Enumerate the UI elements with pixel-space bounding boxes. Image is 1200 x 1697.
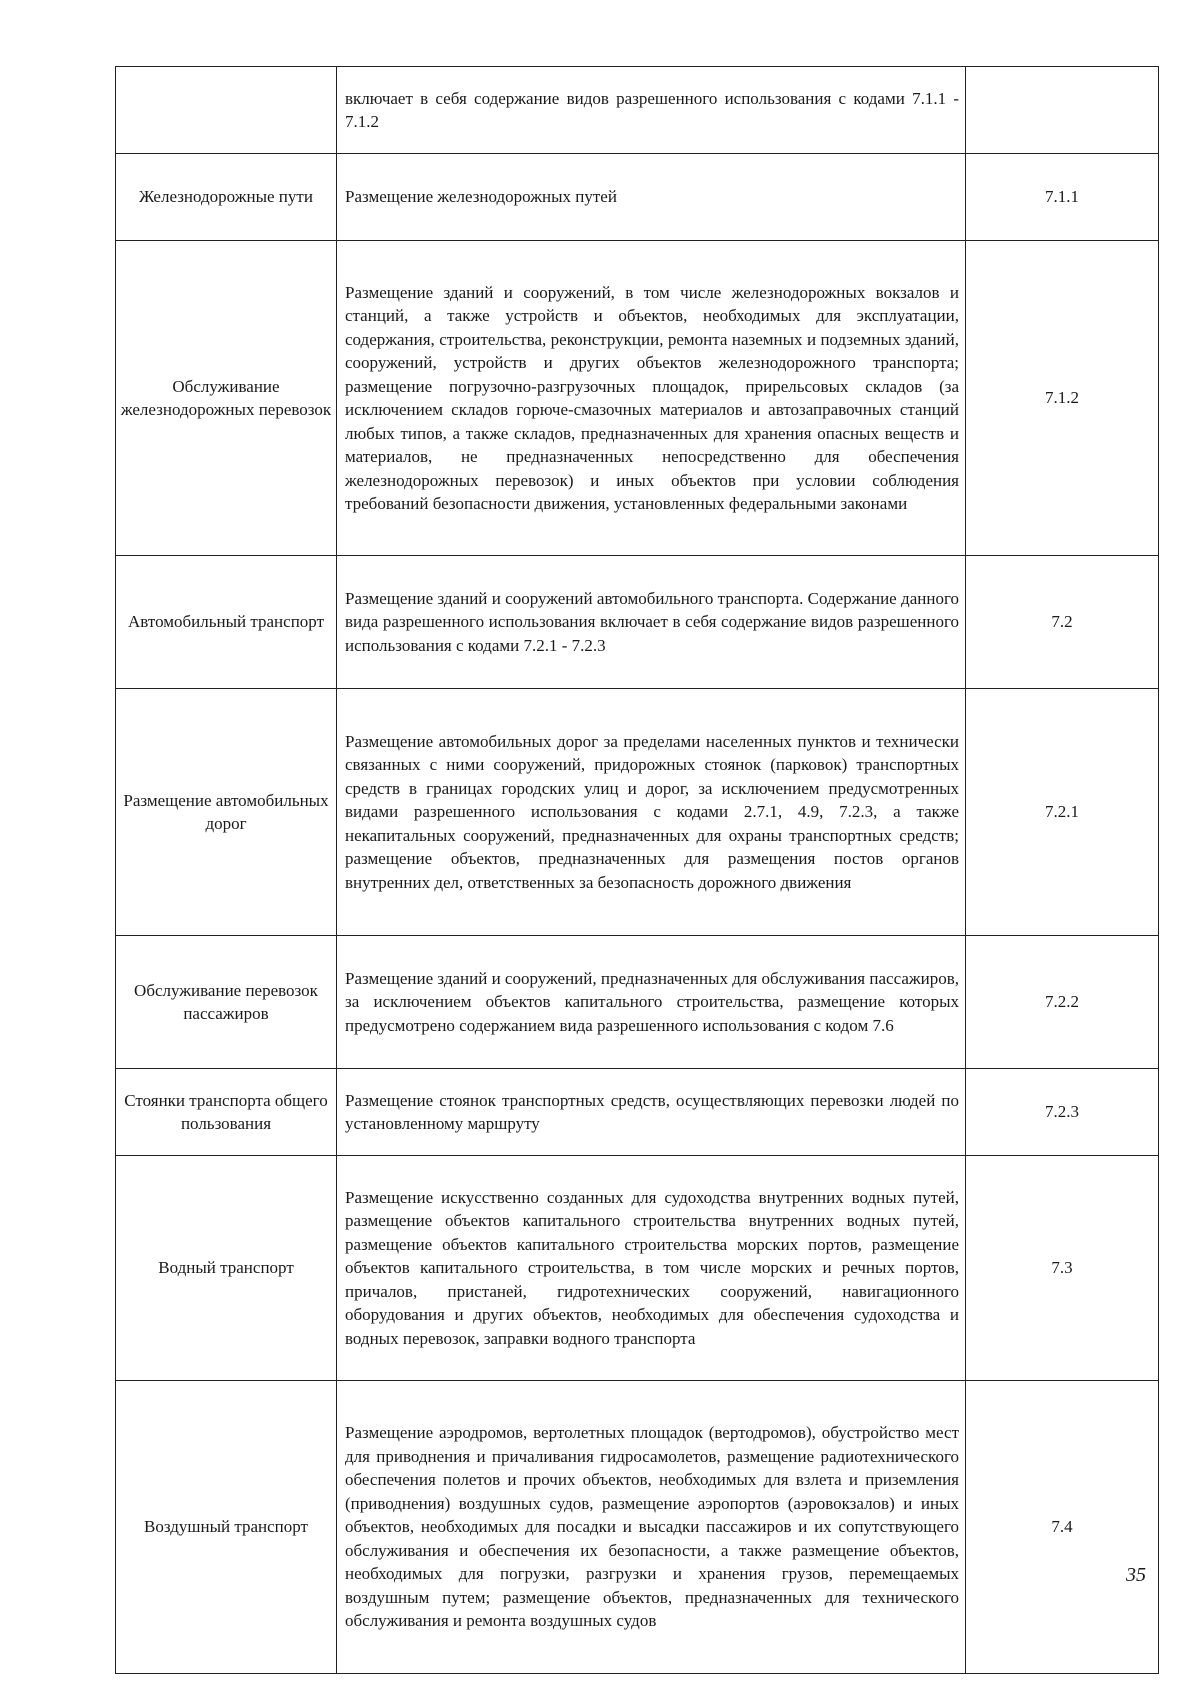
use-type-description: Размещение зданий и сооружений, в том числе железнодорожных вокзалов и станций, а также устройств и объектов, необходимых для эксплуатации, содержания, строительства, реконструкции, ремонта наземных и подземных зданий, сооружений, устройств и других объектов железнодорожного транспорта; размещение погрузочно-разгрузочных площадок, прирельсовых складов (за исключением складов горюче-смазочных материалов и автозаправочных станций любых типов, а также складов, предназначенных для хранения опасных веществ и материалов, не предназначенных непосредственно для обеспечения железнодорожных перевозок) и иных объектов при условии соблюдения требований безопасности движения, установленных федеральными законами: [337, 241, 966, 556]
use-type-code: 7.2.3: [966, 1069, 1159, 1156]
table-row: [116, 67, 1159, 154]
use-type-name: Воздушный транспорт: [116, 1381, 337, 1674]
use-type-code: 7.1.2: [966, 241, 1159, 556]
table-row: [116, 1069, 1159, 1156]
use-type-code: [966, 67, 1159, 154]
use-type-name: Обслуживание перевозок пассажиров: [116, 936, 337, 1069]
use-type-description: Размещение зданий и сооружений, предназначенных для обслуживания пассажиров, за исключением объектов капитального строительства, размещение которых предусмотрено содержанием вида разрешенного использования с кодом 7.6: [337, 936, 966, 1069]
use-type-name: Водный транспорт: [116, 1156, 337, 1381]
use-type-name: [116, 67, 337, 154]
use-type-description: Размещение аэродромов, вертолетных площадок (вертодромов), обустройство мест для приводнения и причаливания гидросамолетов, размещение радиотехнического обеспечения полетов и прочих объектов, необходимых для взлета и приземления (приводнения) воздушных судов, размещение аэропортов (аэровокзалов) и иных объектов, необходимых для посадки и высадки пассажиров и их сопутствующего обслуживания и обеспечения их безопасности, а также размещение объектов, необходимых для погрузки, разгрузки и хранения грузов, перемещаемых воздушным путем; размещение объектов, предназначенных для технического обслуживания и ремонта воздушных судов: [337, 1381, 966, 1674]
use-type-code: 7.2.1: [966, 689, 1159, 936]
use-type-name: Размещение автомобильных дорог: [116, 689, 337, 936]
use-type-code: 7.3: [966, 1156, 1159, 1381]
table-row: [116, 556, 1159, 689]
table-row: [116, 689, 1159, 936]
use-type-description: Размещение железнодорожных путей: [337, 154, 966, 241]
table-row: [116, 1381, 1159, 1674]
land-use-table: [115, 66, 1159, 1674]
use-type-description: Размещение искусственно созданных для судоходства внутренних водных путей, размещение объектов капитального строительства внутренних водных путей, размещение объектов капитального строительства морских портов, размещение объектов капитального строительства, в том числе морских и речных портов, причалов, пристаней, гидротехнических сооружений, навигационного оборудования и других объектов, необходимых для обеспечения судоходства и водных перевозок, заправки водного транспорта: [337, 1156, 966, 1381]
table-row: [116, 1156, 1159, 1381]
use-type-code: 7.2: [966, 556, 1159, 689]
table-row: [116, 936, 1159, 1069]
use-type-code: 7.2.2: [966, 936, 1159, 1069]
use-type-description: Размещение зданий и сооружений автомобильного транспорта. Содержание данного вида разрешенного использования включает в себя содержание видов разрешенного использования с кодами 7.2.1 - 7.2.3: [337, 556, 966, 689]
use-type-name: Обслуживание железнодорожных перевозок: [116, 241, 337, 556]
use-type-name: Автомобильный транспорт: [116, 556, 337, 689]
table-row: [116, 241, 1159, 556]
use-type-name: Стоянки транспорта общего пользования: [116, 1069, 337, 1156]
use-type-code: 7.1.1: [966, 154, 1159, 241]
table-row: [116, 154, 1159, 241]
use-type-description: Размещение стоянок транспортных средств, осуществляющих перевозки людей по установленному маршруту: [337, 1069, 966, 1156]
use-type-description: включает в себя содержание видов разрешенного использования с кодами 7.1.1 - 7.1.2: [337, 67, 966, 154]
page-number: 35: [1126, 1564, 1146, 1586]
use-type-description: Размещение автомобильных дорог за пределами населенных пунктов и технически связанных с ними сооружений, придорожных стоянок (парковок) транспортных средств в границах городских улиц и дорог, за исключением предусмотренных видами разрешенного использования с кодами 2.7.1, 4.9, 7.2.3, а также некапитальных сооружений, предназначенных для охраны транспортных средств; размещение объектов, предназначенных для размещения постов органов внутренних дел, ответственных за безопасность дорожного движения: [337, 689, 966, 936]
use-type-name: Железнодорожные пути: [116, 154, 337, 241]
use-type-code: 7.4: [966, 1381, 1159, 1674]
